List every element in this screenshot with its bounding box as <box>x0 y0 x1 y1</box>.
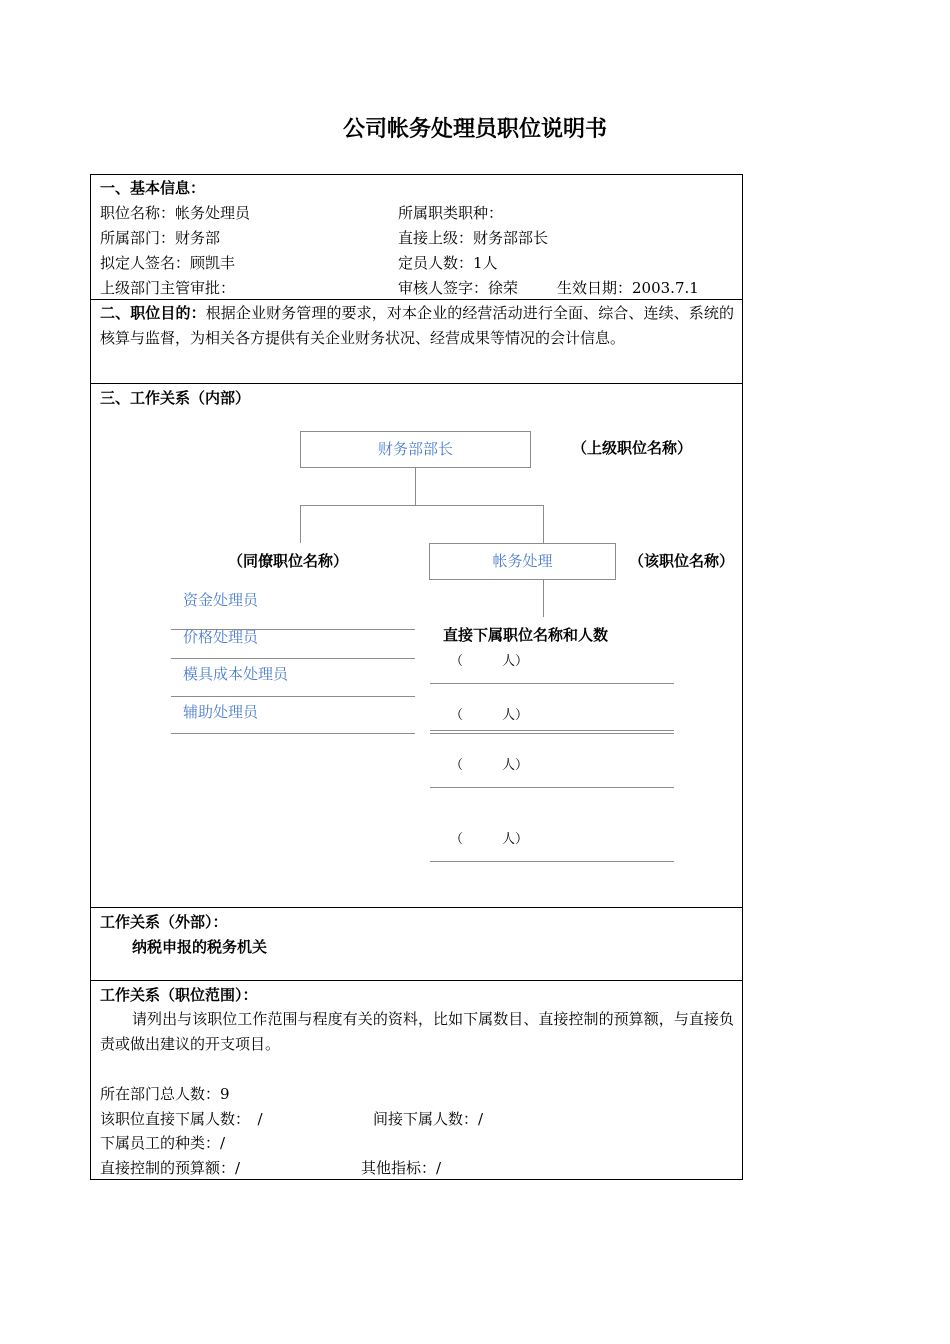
org-connector <box>543 580 544 617</box>
peer-position-note: （同僚职位名称） <box>228 552 349 570</box>
org-connector <box>415 468 416 505</box>
section-divider <box>90 299 743 300</box>
section-divider <box>90 907 743 908</box>
subordinates-heading: 直接下属职位名称和人数 <box>443 626 609 644</box>
peer-underline <box>171 658 415 659</box>
direct-reports-count: 该职位直接下属人数： / <box>100 1110 263 1128</box>
internal-relations-heading: 三、工作关系（内部） <box>100 389 251 407</box>
org-connector <box>300 505 544 506</box>
indirect-reports-count: 间接下属人数：/ <box>373 1110 484 1128</box>
report-types: 下属员工的种类：/ <box>100 1134 226 1152</box>
budget-controlled: 直接控制的预算额：/ <box>100 1159 241 1177</box>
subordinate-slot: （ 人） <box>450 708 529 723</box>
external-relations-heading: 工作关系（外部）： <box>100 913 228 931</box>
current-position-box: 帐务处理 <box>429 543 616 580</box>
peer-item: 价格处理员 <box>183 628 259 646</box>
peer-item: 资金处理员 <box>183 591 259 609</box>
superior-position-note: （上级职位名称） <box>572 439 693 457</box>
peer-underline <box>171 733 415 734</box>
subordinate-underline <box>430 730 674 731</box>
job-category: 所属职类职种： <box>398 204 504 222</box>
direct-superior: 直接上级：财务部部长 <box>398 229 549 247</box>
effective-date: 生效日期：2003.7.1 <box>557 279 699 297</box>
subordinate-underline <box>430 683 674 684</box>
position-name: 职位名称：帐务处理员 <box>100 204 251 222</box>
purpose-paragraph <box>100 301 734 351</box>
headcount: 定员人数：1人 <box>398 254 498 272</box>
subordinate-slot: （ 人） <box>450 654 529 669</box>
other-indicators: 其他指标：/ <box>361 1159 442 1177</box>
subordinate-underline <box>430 861 674 862</box>
scope-instructions: 请列出与该职位工作范围与程度有关的资料，比如下属数目、直接控制的预算额，与直接负责或做出建议的开支项目。 <box>100 1010 734 1053</box>
peer-underline <box>171 696 415 697</box>
purpose-heading: 二、职位目的： <box>100 304 206 322</box>
subordinate-underline <box>430 787 674 788</box>
reviewer-signature: 审核人签字：徐荣 <box>398 279 519 297</box>
peer-item: 模具成本处理员 <box>183 665 289 683</box>
basic-info-heading: 一、基本信息： <box>100 179 206 197</box>
page-title: 公司帐务处理员职位说明书 <box>342 117 607 142</box>
department: 所属部门：财务部 <box>100 229 221 247</box>
subordinate-underline <box>430 733 674 734</box>
external-relations-text: 纳税申报的税务机关 <box>132 938 268 956</box>
org-connector <box>300 505 301 543</box>
approver: 上级部门主管审批： <box>100 279 236 297</box>
current-position-note: （该职位名称） <box>629 552 735 570</box>
subordinate-slot: （ 人） <box>450 832 529 847</box>
subordinate-slot: （ 人） <box>450 758 529 773</box>
purpose-text: 根据企业财务管理的要求，对本企业的经营活动进行全面、综合、连续、系统的核算与监督，为相关各方提供有关企业财务状况、经营成果等情况的会计信息。 <box>100 304 734 347</box>
scope-heading: 工作关系（职位范围）： <box>100 986 258 1004</box>
section-divider <box>90 383 743 384</box>
org-connector <box>543 505 544 543</box>
dept-total-headcount: 所在部门总人数：9 <box>100 1085 230 1103</box>
superior-position-box: 财务部部长 <box>300 431 531 468</box>
drafter-signature: 拟定人签名：顾凯丰 <box>100 254 236 272</box>
peer-item: 辅助处理员 <box>183 703 259 721</box>
section-divider <box>90 980 743 981</box>
